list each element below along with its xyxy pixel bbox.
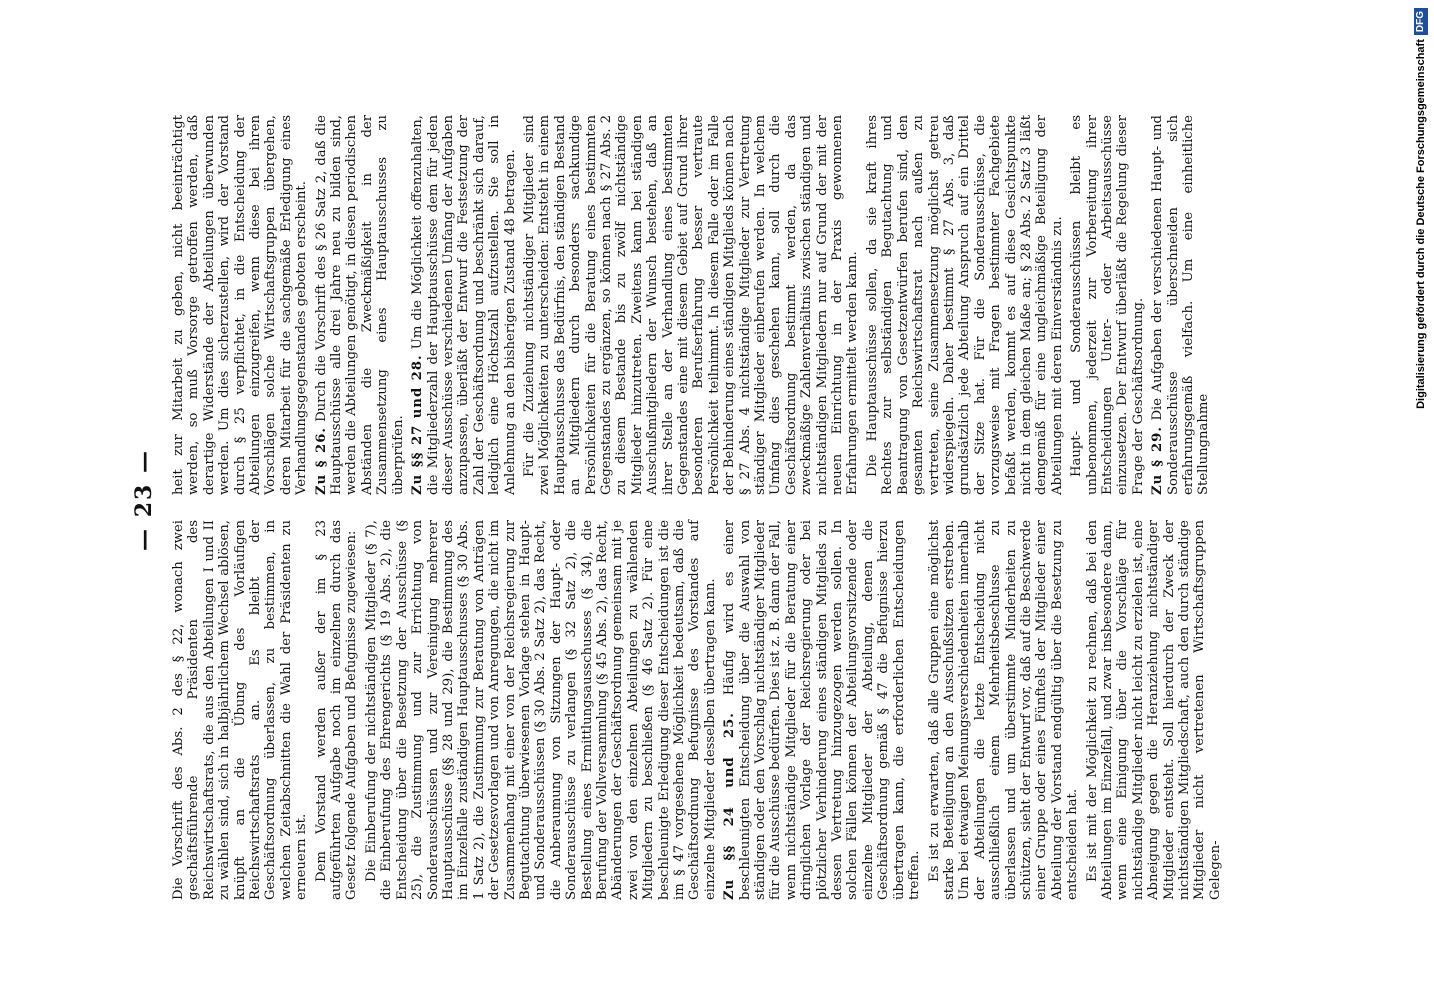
left-column [171, 520, 1227, 900]
section-heading: Zu §§ 27 und 28. [410, 354, 426, 495]
left-paragraph-1: Die Vorschrift des Abs. 2 des § 22, wonach zwei geschäftsführende Präsidenten des Reichswirtschaftsrats, die aus den Abteilungen I und II zu wählen sind, sich in halbjährlichem Wechsel ablösen, knüpft an die Übung des Vorläufigen Reichswirtschaftsrats an. Es bleibt der Geschäftsordnung überlassen, zu bestimmen, in welchen Zeitabschnitten die Wahl der Präsidenten zu erneuern ist. [171, 520, 310, 900]
left-paragraph-3: Die Einberufung der nichtständigen Mitglieder (§ 7), die Einberufung des Ehrengerichts (§ 19 Abs. 2), die Entscheidung über die Besetzung der Ausschüsse (§ 25), die Zustimmung und zur Errichtung von Sonderausschüssen und zur Vereinigung mehrerer Hauptausschüsse (§§ 28 und 29), die Bestimmung des im Einzelfalle zuständigen Hauptausschusses (§ 30 Abs. 1 Satz 2), die Zustimmung zur Beratung von Anträgen der Gesetzesvorlagen und von Anregungen, die nicht im Zusammenhang mit einer von der Reichsregierung zur Begutachtung überwiesenen Vorlage stehen in Haupt- und Sonderausschüssen (§ 30 Abs. 2 Satz 2), das Recht, die Anberaumung von Sitzungen der Haupt- oder Sonderausschüsse zu verlangen (§ 32 Satz 2), die Bestellung eines Ermittlungsausschusses (§ 34), die Berufung der Vollversammlung (§ 45 Abs. 2), das Recht, Abänderungen der Geschäftsordnung gemeinsam mit je zwei von den einzelnen Abteilungen zu wählenden Mitgliedern zu beschließen (§ 46 Satz 2). Für eine beschleunigte Erledigung dieser Entscheidungen ist die im § 47 vorgesehene Möglichkeit bedeutsam, daß die Geschäftsordnung Befugnisse des Vorstandes auf einzelne Mitglieder desselben übertragen kann. [363, 520, 718, 900]
left-paragraph-4: Zu §§ 24 und 25. Häufig wird es einer beschleunigten Entscheidung über die Auswahl von ständigen oder den Vorschlag nichtständiger Mitglieder für die Ausschüsse bedürfen. Dies ist z. B. dann der Fall, wenn nichtständige Mitglieder für die Beratung einer dringlichen Vorlage der Reichsregierung oder bei plötzlicher Verhinderung eines ständigen Mitglieds zu dessen Vertretung hinzugezogen werden sollen. In solchen Fällen können der Abteilungsvorsitzende oder einzelne Mitglieder der Abteilung, denen die Geschäftsordnung gemäß § 47 die Befugnisse hierzu übertragen kann, die erforderlichen Entscheidungen treffen. [722, 520, 923, 900]
right-paragraph-1: heit zur Mitarbeit zu geben, nicht beeinträchtigt werden, so muß Vorsorge getroffen werden, daß derartige Widerstände der Abteilungen überwunden werden. Um dies sicherzustellen, wird der Vorstand durch § 25 verpflichtet, in die Entscheidung der Abteilungen einzugreifen, wenn diese bei ihren Vorschlägen solche Wirtschaftsgruppen übergehen, deren Mitarbeit für die sachgemäße Erledigung eines Verhandlungsgegenstandes geboten erscheint. [171, 115, 310, 495]
left-paragraph-2: Dem Vorstand werden außer der im § 23 aufgeführten Aufgabe noch im einzelnen durch das Gesetz folgende Aufgaben und Befugnisse zugewiesen: [313, 520, 360, 900]
section-heading: Zu § 26. [313, 427, 329, 495]
right-paragraph-4: Für die Zuziehung nichtständiger Mitglieder sind zwei Möglichkeiten zu unterscheiden: Entsteht in einem Hauptausschusse das Bedürfnis, den ständigen Bestand an Mitgliedern durch besonders sachkundige Persönlichkeiten für die Beratung eines bestimmten Gegenstandes zu ergänzen, so können nach § 27 Abs. 2 zu diesem Bestande bis zu zwölf nichtständige Mitglieder hinzutreten. Zweitens kann bei ständigen Ausschußmitgliedern der Wunsch bestehen, daß an ihrer Stelle an der Verhandlung eines bestimmten Gegenstandes eine mit diesem Gebiet auf Grund ihrer besonderen Berufserfahrung besser vertraute Persönlichkeit teilnimmt. In diesem Falle oder im Falle der Behinderung eines ständigen Mitglieds können nach § 27 Abs. 4 nichtständige Mitglieder zur Vertretung ständiger Mitglieder einberufen werden. In welchem Umfang dies geschehen kann, soll durch die Geschäftsordnung bestimmt werden, da das zweckmäßige Zahlenverhältnis zwischen ständigen und nichtständigen Mitgliedern nur auf Grund der mit der neuen Einrichtung in der Praxis gewonnenen Erfahrungen ermittelt werden kann. [521, 115, 861, 495]
left-paragraph-6: Es ist mit der Möglichkeit zu rechnen, daß bei den Abteilungen im Einzelfall, und zwar insbesondere dann, wenn eine Einigung über die Vorschläge für nichtständige Mitglieder nicht leicht zu erzielen ist, eine Abneigung gegen die Heranziehung nichtständiger Mitglieder entsteht. Soll hierdurch der Zweck der nichtständigen Mitgliedschaft, auch den durch ständige Mitglieder nicht vertretenen Wirtschaftsgruppen Gelegen- [1084, 520, 1223, 900]
right-paragraph-6: Haupt- und Sonderausschüssen bleibt es unbenommen, jederzeit zur Vorbereitung ihrer Entscheidungen Unter- oder Arbeitsausschüsse einzusetzen. Der Entwurf überläßt die Regelung dieser Frage der Geschäftsordnung. [1069, 115, 1146, 495]
right-paragraph-2: Zu § 26. Durch die Vorschrift des § 26 Satz 2, daß die Hauptausschüsse alle drei Jahre neu zu bilden sind, werden die Abteilungen genötigt, in diesen periodischen Abständen die Zweckmäßigkeit in der Zusammensetzung eines Hauptausschusses zu überprüfen. [313, 115, 406, 495]
rotated-document-page [125, 100, 1295, 900]
left-paragraph-5: Es ist zu erwarten, daß alle Gruppen eine möglichst starke Beteiligung an den Ausschußsitzen erstreben. Um bei etwaigen Meinungsverschiedenheiten innerhalb der Abteilungen die letzte Entscheidung nicht ausschließlich einem Mehrheitsbeschlusse zu überlassen und um überstimmte Minderheiten zu schützen, sieht der Entwurf vor, daß auf die Beschwerde einer Gruppe oder eines Fünftels der Mitglieder einer Abteilung der Vorstand endgültig über die Besetzung zu entscheiden hat. [926, 520, 1081, 900]
funding-notice [1412, 8, 1430, 988]
section-heading: Zu §§ 24 und 25. [722, 712, 738, 900]
funding-notice-text: Digitalisierung gefördert durch die Deutsche Forschungsgemeinschaft [1415, 39, 1427, 409]
right-paragraph-3: Zu §§ 27 und 28. Um die Möglichkeit offenzuhalten, die Mitgliederzahl der Hauptausschüsse dem für jeden dieser Ausschüsse verschiedenen Umfang der Aufgaben anzupassen, überläßt der Entwurf die Festsetzung der Zahl der Geschäftsordnung und beschränkt sich darauf, lediglich eine Höchstzahl aufzustellen. Sie soll in Anlehnung an den bisherigen Zustand 48 betragen. [410, 115, 518, 495]
right-paragraph-5: Die Hauptausschüsse sollen, da sie kraft ihres Rechtes zur selbständigen Begutachtung und Beantragung von Gesetzentwürfen berufen sind, den gesamten Reichswirtschaftsrat nach außen zu vertreten, seine Zusammensetzung möglichst getreu widerspiegeln. Daher bestimmt § 27 Abs. 3, daß grundsätzlich jede Abteilung Anspruch auf ein Drittel der Sitze hat. Für die Sonderausschüsse, die vorzugsweise mit Fragen bestimmter Fachgebiete befaßt werden, kommt es auf diese Gesichtspunkte nicht in dem gleichen Maße an; § 28 Abs. 2 Satz 3 läßt demgemäß für eine ungleichmäßige Beteiligung der Abteilungen mit deren Einverständnis zu. [864, 115, 1065, 495]
dfg-logo: DFG [1414, 8, 1428, 35]
section-heading: Zu § 29. [1150, 426, 1166, 495]
page-number: — 23 — [131, 449, 157, 551]
right-paragraph-7: Zu § 29. Die Aufgaben der verschiedenen Haupt- und Sonderausschüsse überschneiden sich erfahrungsgemäß vielfach. Um eine einheitliche Stellungnahme [1150, 115, 1212, 495]
right-column [171, 115, 1216, 495]
